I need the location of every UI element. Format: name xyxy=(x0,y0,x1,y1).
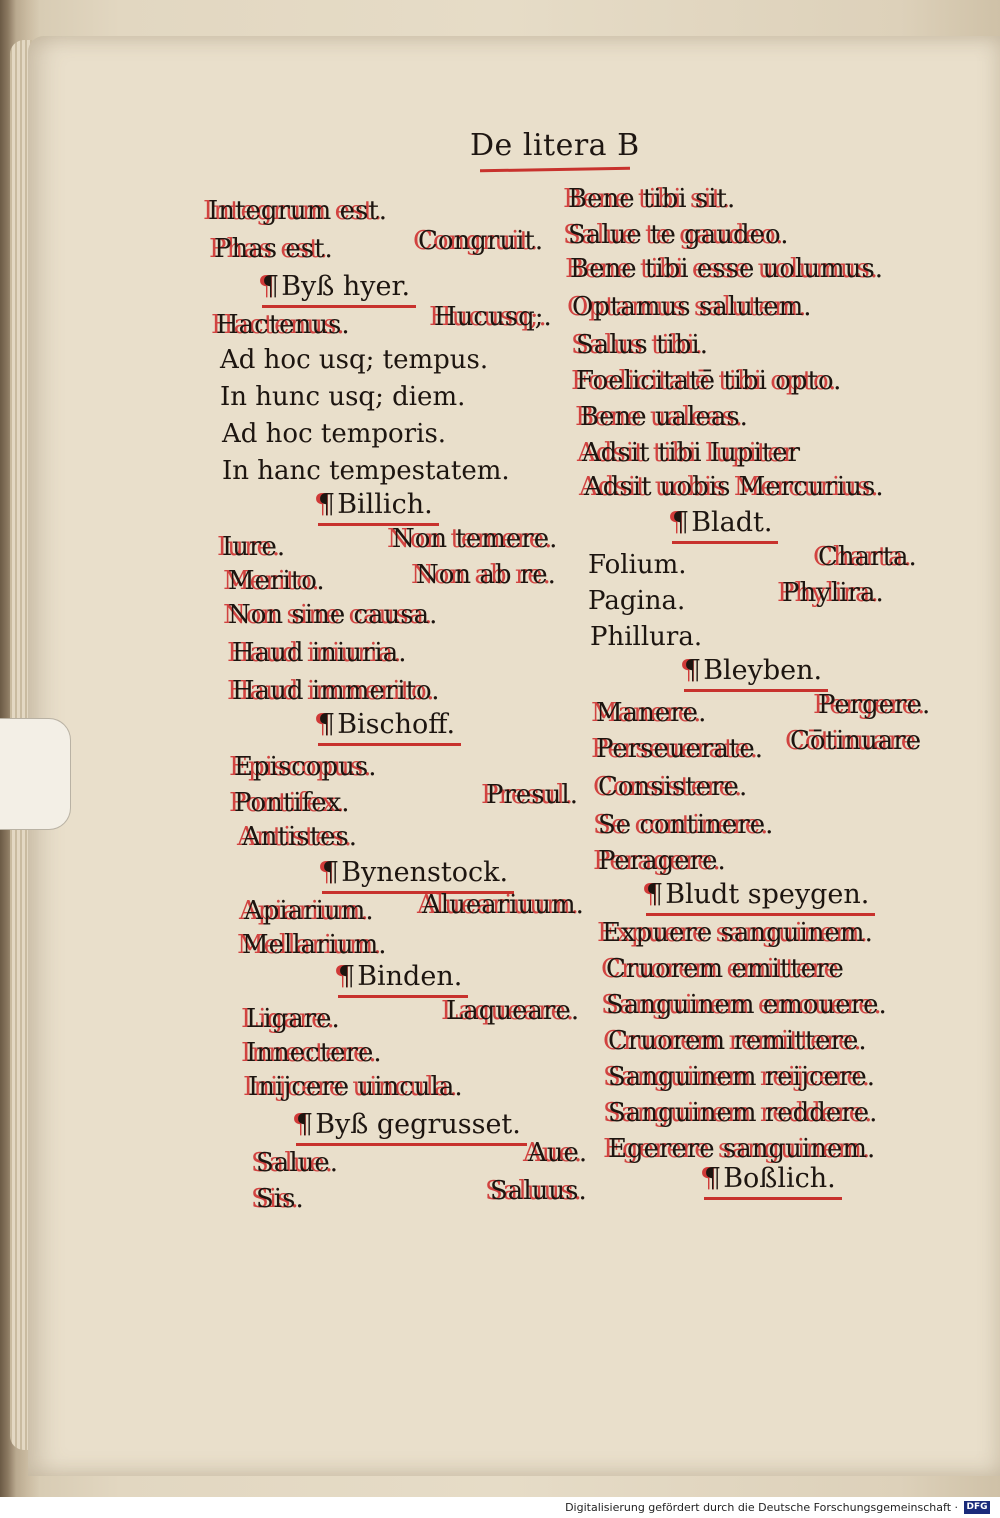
entry: Expuere sanguinem. xyxy=(602,918,873,948)
entry: Pergere. xyxy=(818,690,931,720)
entry: Phillura. xyxy=(590,622,703,652)
bookmark-tab xyxy=(0,718,71,830)
entry: Laqueare. xyxy=(446,996,580,1026)
rubric-heading: ¶Boßlich. xyxy=(704,1164,836,1194)
rubric-heading: ¶Bleyben. xyxy=(684,656,822,686)
rubric-heading: ¶Bischoff. xyxy=(318,710,455,740)
rubric-underline xyxy=(672,541,778,544)
rubric-underline xyxy=(684,689,828,692)
entry: Perseuerate. xyxy=(596,734,764,764)
heading-text: De litera B xyxy=(470,128,640,163)
pilcrow-icon: ¶ xyxy=(684,655,702,686)
entry: Inijcere uincula. xyxy=(248,1072,463,1102)
rubric-underline xyxy=(646,913,875,916)
rubric-heading: ¶Bludt speygen. xyxy=(646,880,869,910)
entry: Cruorem remittere. xyxy=(608,1026,867,1056)
pilcrow-icon: ¶ xyxy=(704,1163,722,1194)
entry: Optamus salutem. xyxy=(572,292,812,322)
pilcrow-icon: ¶ xyxy=(672,507,690,538)
entry: Sanguinem reddere. xyxy=(608,1098,878,1128)
entry: Sanguinem emouere. xyxy=(606,990,887,1020)
entry: Antistes. xyxy=(242,822,358,852)
pilcrow-icon: ¶ xyxy=(318,709,336,740)
entry: Cruorem emittere xyxy=(606,954,844,984)
entry: Aue. xyxy=(528,1138,588,1168)
entry: Non sine causa. xyxy=(228,600,438,630)
entry: Ligare. xyxy=(246,1004,340,1034)
entry: Cōtinuare xyxy=(790,726,922,756)
entry: Apiarium. xyxy=(244,896,374,926)
entry: Congruit. xyxy=(418,226,544,256)
entry: Manere. xyxy=(596,698,707,728)
rubric-underline xyxy=(262,305,416,308)
entry: Bene tibi esse uolumus. xyxy=(570,254,884,284)
rubric-underline xyxy=(704,1197,842,1200)
pilcrow-icon: ¶ xyxy=(322,857,340,888)
entry: Merito. xyxy=(228,566,325,596)
entry: Non temere. xyxy=(392,524,558,554)
entry: Presul. xyxy=(486,780,578,810)
entry: Pontifex. xyxy=(234,788,350,818)
entry: Mellarium. xyxy=(242,930,387,960)
entry: Iure. xyxy=(222,532,286,562)
entry: Peragere. xyxy=(598,846,726,876)
entry: Salus tibi. xyxy=(576,330,708,360)
entry: Adsit uobis Mercurius. xyxy=(584,472,884,502)
entry: Ad hoc usq; tempus. xyxy=(220,345,489,375)
entry: Saluus. xyxy=(490,1176,587,1206)
pilcrow-icon: ¶ xyxy=(338,961,356,992)
rubric-heading: ¶Bynenstock. xyxy=(322,858,508,888)
entry: Sanguinem reijcere. xyxy=(608,1062,876,1092)
entry: Adsit tibi Iupiter xyxy=(582,438,801,468)
dfg-logo: DFG xyxy=(964,1501,990,1514)
rubric-heading: ¶Binden. xyxy=(338,962,462,992)
entry: Salue. xyxy=(256,1148,339,1178)
pilcrow-icon: ¶ xyxy=(262,271,280,302)
entry: Episcopus. xyxy=(234,752,377,782)
entry: Bene ualeas. xyxy=(580,402,748,432)
pilcrow-icon: ¶ xyxy=(318,489,336,520)
rubric-heading: ¶Bladt. xyxy=(672,508,772,538)
entry: In hunc usq; diem. xyxy=(220,382,466,412)
entry: Haud iniuria. xyxy=(232,638,407,668)
entry: Pagina. xyxy=(588,586,686,616)
rubric-heading: ¶Billich. xyxy=(318,490,433,520)
rubric-underline xyxy=(296,1143,527,1146)
entry: Salue te gaudeo. xyxy=(568,220,789,250)
entry: Non ab re. xyxy=(416,560,556,590)
entry: Foelicitatē tibi opto. xyxy=(576,366,842,396)
rubric-underline xyxy=(318,743,461,746)
entry: Hactenus. xyxy=(216,310,350,340)
entry: Alueariuum. xyxy=(422,890,584,920)
entry: Hucusq;. xyxy=(434,302,552,332)
entry: Egerere sanguinem. xyxy=(608,1134,876,1164)
entry: Consistere. xyxy=(598,772,748,802)
rubric-heading: ¶Byß hyer. xyxy=(262,272,410,302)
entry: Ad hoc temporis. xyxy=(222,419,447,449)
entry: Phylira. xyxy=(782,578,884,608)
entry: Haud immerito. xyxy=(232,676,440,706)
entry: Sis. xyxy=(256,1184,304,1214)
pilcrow-icon: ¶ xyxy=(646,879,664,910)
pilcrow-icon: ¶ xyxy=(296,1109,314,1140)
entry: Phas est. xyxy=(214,234,333,264)
entry: Innectere. xyxy=(246,1038,382,1068)
page-heading xyxy=(470,128,640,163)
entry: Charta. xyxy=(818,542,917,572)
entry: Integrum est. xyxy=(208,196,388,226)
entry: Folium. xyxy=(588,550,687,580)
footer-credit: Digitalisierung gefördert durch die Deutsche Forschungsgemeinschaft · xyxy=(565,1501,958,1514)
entry: Bene tibi sit. xyxy=(568,184,736,214)
entry: In hanc tempestatem. xyxy=(222,456,510,486)
entry: Se continere. xyxy=(598,810,774,840)
rubric-heading: ¶Byß gegrusset. xyxy=(296,1110,521,1140)
